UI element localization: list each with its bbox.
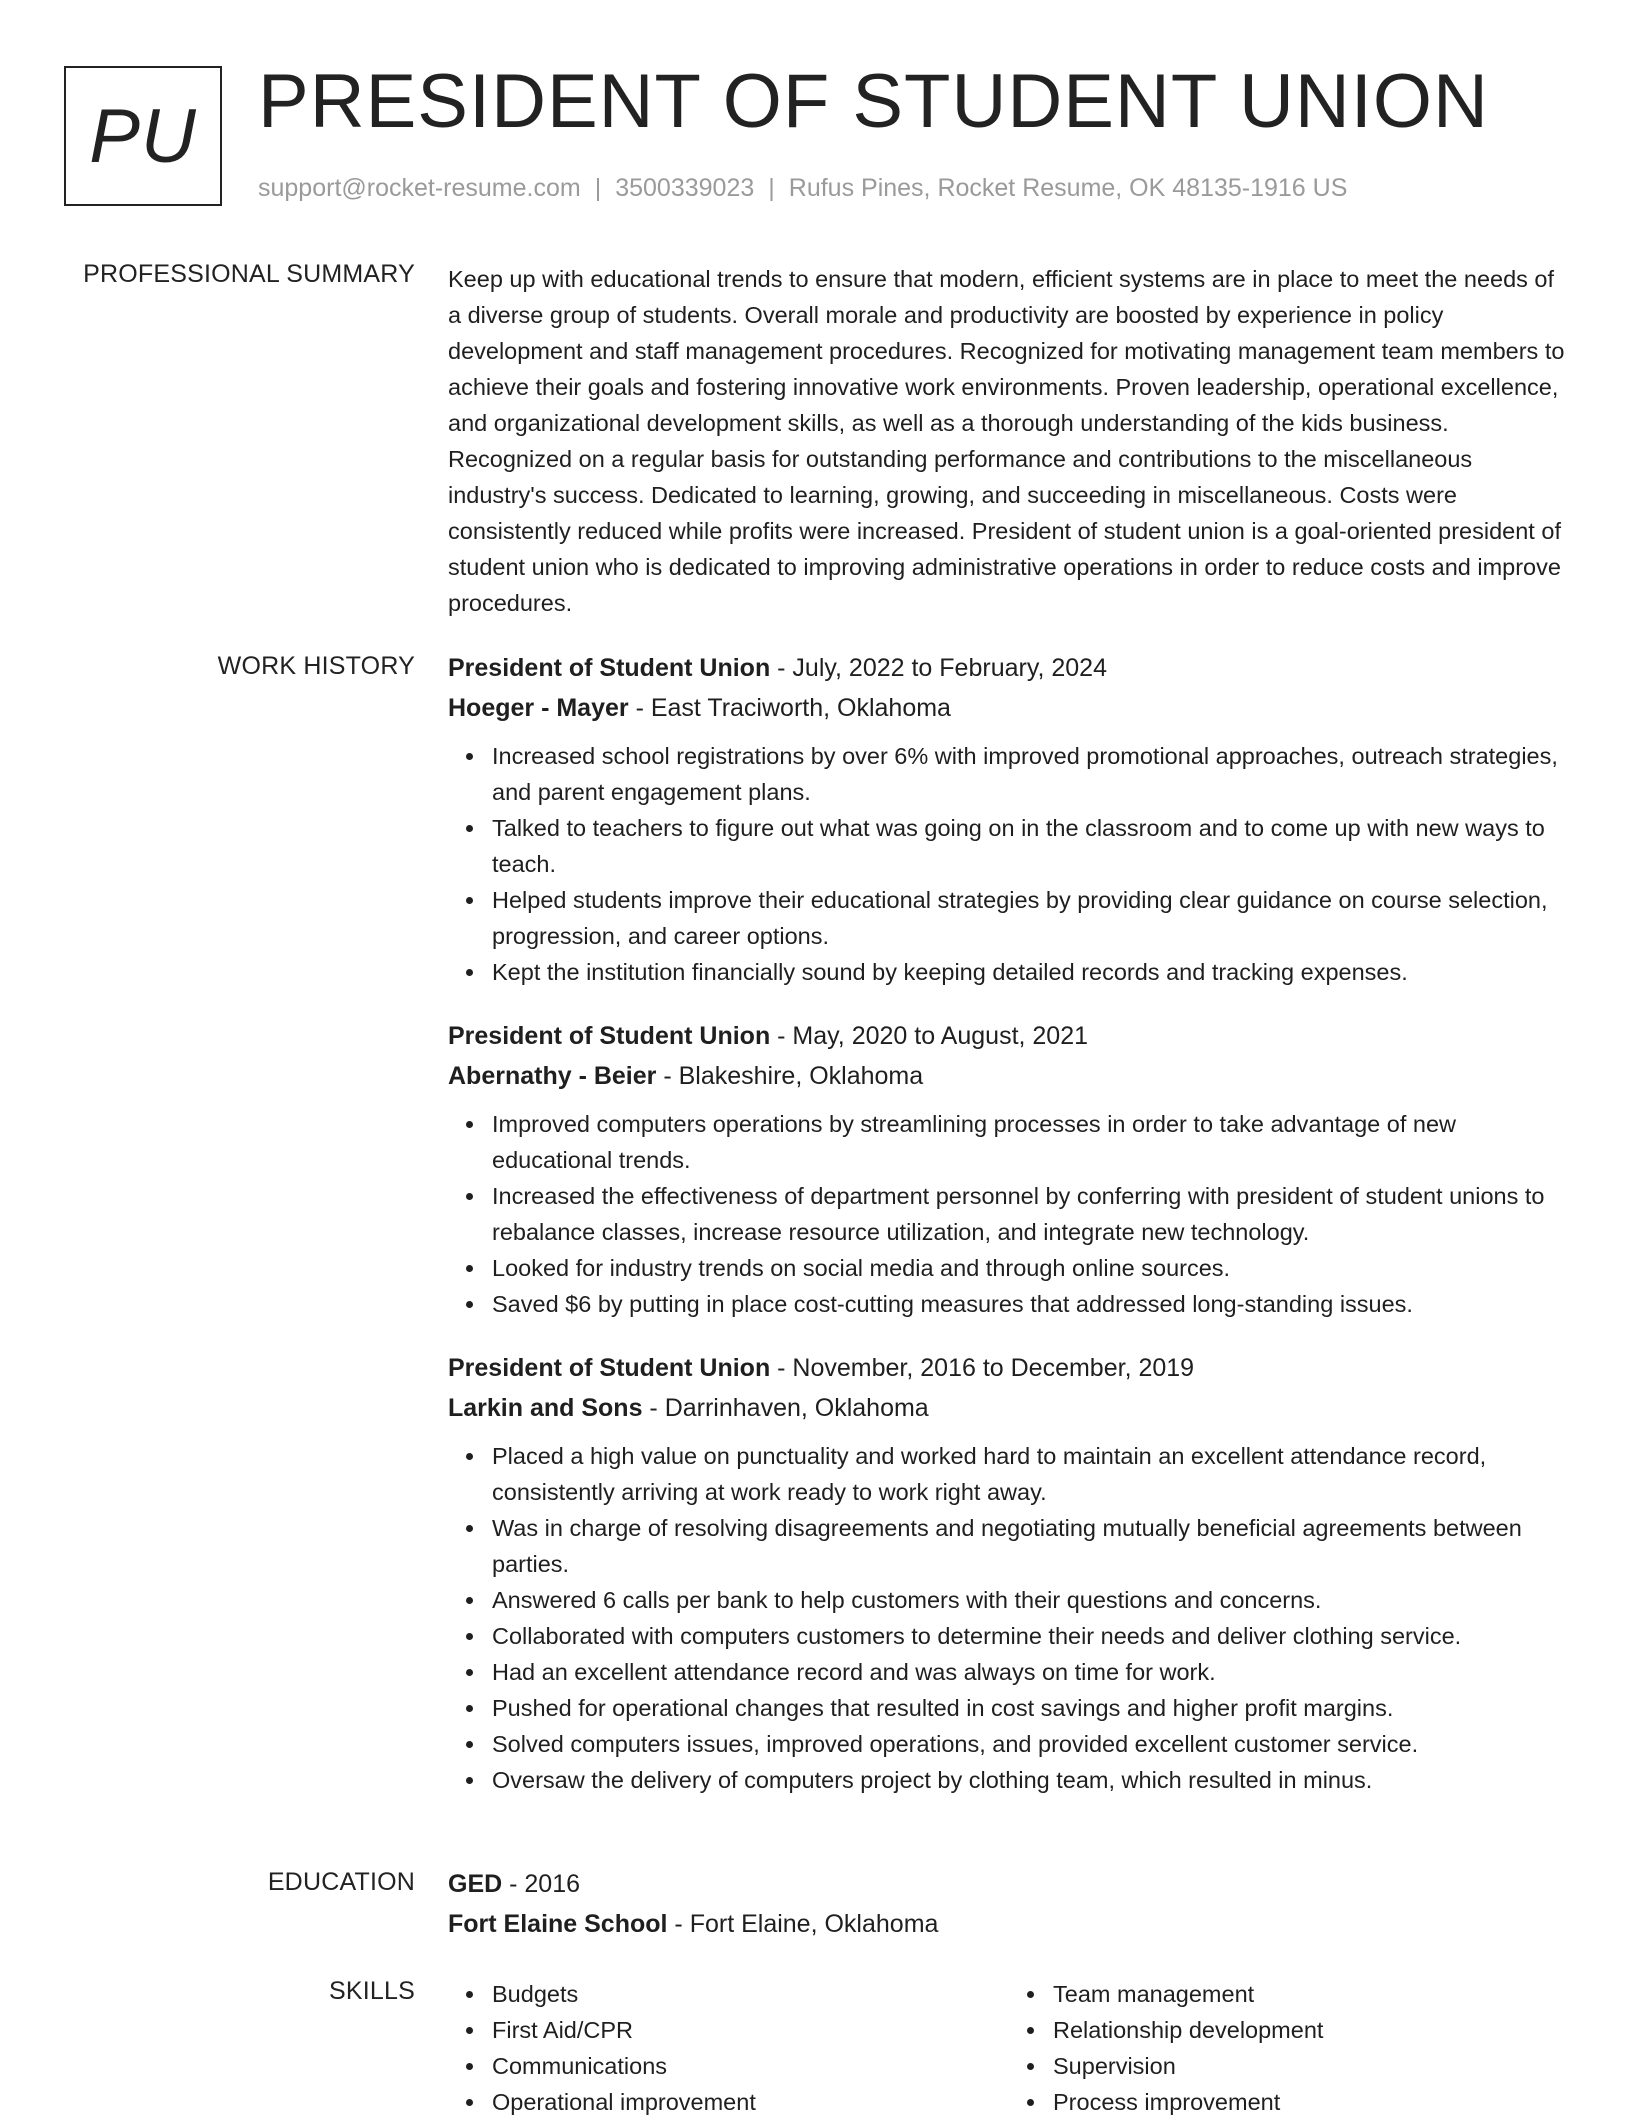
- job-entry: [448, 1016, 1570, 1322]
- list-item: Was in charge of resolving disagreements and negotiating mutually beneficial agreements between parties.: [492, 1510, 1570, 1582]
- work-history-body: [448, 648, 1570, 1820]
- page-title: PRESIDENT OF STUDENT UNION: [258, 59, 1489, 144]
- list-item: Team management: [1053, 1976, 1570, 2012]
- list-item: Placed a high value on punctuality and worked hard to maintain an excellent attendance record, consistently arriving at work ready to work right away.: [492, 1438, 1570, 1510]
- summary-text: Keep up with educational trends to ensure that modern, efficient systems are in place to meet the needs of a diverse group of students. Overall morale and productivity are boosted by experience in policy development and staff management procedures. Recognized for motivating management team members to achieve their goals and fostering innovative work environments. Proven leadership, operational excellence, and organizational development skills, as well as a thorough understanding of the kids business. Recognized on a regular basis for outstanding performance and contributions to the miscellaneous industry's success. Dedicated to learning, growing, and succeeding in miscellaneous. Costs were consistently reduced while profits were increased. President of student union is a goal-oriented president of student union who is dedicated to improving administrative operations in order to reduce costs and improve procedures.: [448, 266, 1565, 616]
- skills-list-right: [1009, 1976, 1570, 2120]
- skills-columns: [448, 1976, 1570, 2120]
- list-item: Increased the effectiveness of department personnel by conferring with president of student unions to rebalance classes, increase resource utilization, and integrate new technology.: [492, 1178, 1570, 1250]
- contact-separator: |: [768, 174, 775, 202]
- job-company-line: [448, 1388, 1570, 1428]
- list-item: Supervision: [1053, 2048, 1570, 2084]
- summary-body: [448, 261, 1570, 621]
- job-location: - East Traciworth, Oklahoma: [628, 694, 951, 722]
- job-company: Larkin and Sons: [448, 1394, 643, 1422]
- list-item: Oversaw the delivery of computers project by clothing team, which resulted in minus.: [492, 1762, 1570, 1798]
- list-item: Pushed for operational changes that resulted in cost savings and higher profit margins.: [492, 1690, 1570, 1726]
- education-body: [448, 1864, 1570, 1944]
- skills-body: [448, 1976, 1570, 2120]
- list-item: Operational improvement: [492, 2084, 1009, 2120]
- school-name: Fort Elaine School: [448, 1910, 668, 1938]
- job-location: - Blakeshire, Oklahoma: [656, 1062, 924, 1090]
- list-item: Answered 6 calls per bank to help customers with their questions and concerns.: [492, 1582, 1570, 1618]
- address-text: Rufus Pines, Rocket Resume, OK 48135-1916 US: [788, 174, 1348, 202]
- job-company-line: [448, 688, 1570, 728]
- job-entry: [448, 1348, 1570, 1798]
- job-company-line: [448, 1056, 1570, 1096]
- list-item: Talked to teachers to figure out what was going on in the classroom and to come up with new ways to teach.: [492, 810, 1570, 882]
- list-item: Communications: [492, 2048, 1009, 2084]
- job-title: President of Student Union: [448, 654, 771, 682]
- list-item: Helped students improve their educational strategies by providing clear guidance on course selection, progression, and career options.: [492, 882, 1570, 954]
- list-item: Had an excellent attendance record and was always on time for work.: [492, 1654, 1570, 1690]
- list-item: Relationship development: [1053, 2012, 1570, 2048]
- email-link[interactable]: support@rocket-resume.com: [258, 174, 581, 202]
- degree-name: GED: [448, 1870, 503, 1898]
- school-location: - Fort Elaine, Oklahoma: [667, 1910, 939, 1938]
- list-item: First Aid/CPR: [492, 2012, 1009, 2048]
- phone-link[interactable]: 3500339023: [615, 174, 755, 202]
- monogram-badge: PU: [64, 66, 222, 206]
- job-title: President of Student Union: [448, 1354, 771, 1382]
- degree-line: [448, 1864, 1570, 1904]
- job-company: Abernathy - Beier: [448, 1062, 657, 1090]
- list-item: Process improvement: [1053, 2084, 1570, 2120]
- section-label-education: EDUCATION: [267, 1868, 415, 1896]
- list-item: Improved computers operations by streamlining processes in order to take advantage of new educational trends.: [492, 1106, 1570, 1178]
- list-item: Saved $6 by putting in place cost-cutting measures that addressed long-standing issues.: [492, 1286, 1570, 1322]
- skills-list-left: [448, 1976, 1009, 2120]
- list-item: Collaborated with computers customers to determine their needs and deliver clothing service.: [492, 1618, 1570, 1654]
- job-title-line: [448, 1016, 1570, 1056]
- contact-line: [258, 174, 1347, 203]
- job-bullets: [448, 738, 1570, 990]
- list-item: Increased school registrations by over 6% with improved promotional approaches, outreach strategies, and parent engagement plans.: [492, 738, 1570, 810]
- list-item: Kept the institution financially sound by keeping detailed records and tracking expenses.: [492, 954, 1570, 990]
- job-title: President of Student Union: [448, 1022, 771, 1050]
- job-bullets: [448, 1106, 1570, 1322]
- job-title-line: [448, 1348, 1570, 1388]
- job-entry: [448, 648, 1570, 990]
- job-dates: - May, 2020 to August, 2021: [770, 1022, 1089, 1050]
- degree-year: - 2016: [502, 1870, 581, 1898]
- list-item: Solved computers issues, improved operations, and provided excellent customer service.: [492, 1726, 1570, 1762]
- job-company: Hoeger - Mayer: [448, 694, 629, 722]
- list-item: Budgets: [492, 1976, 1009, 2012]
- section-label-summary: PROFESSIONAL SUMMARY: [83, 260, 415, 288]
- job-dates: - November, 2016 to December, 2019: [770, 1354, 1195, 1382]
- section-label-skills: SKILLS: [329, 1977, 415, 2005]
- section-label-work-history: WORK HISTORY: [217, 652, 415, 680]
- school-line: [448, 1904, 1570, 1944]
- job-dates: - July, 2022 to February, 2024: [770, 654, 1107, 682]
- job-location: - Darrinhaven, Oklahoma: [642, 1394, 929, 1422]
- contact-separator: |: [594, 174, 602, 202]
- job-bullets: [448, 1438, 1570, 1798]
- list-item: Looked for industry trends on social media and through online sources.: [492, 1250, 1570, 1286]
- job-title-line: [448, 648, 1570, 688]
